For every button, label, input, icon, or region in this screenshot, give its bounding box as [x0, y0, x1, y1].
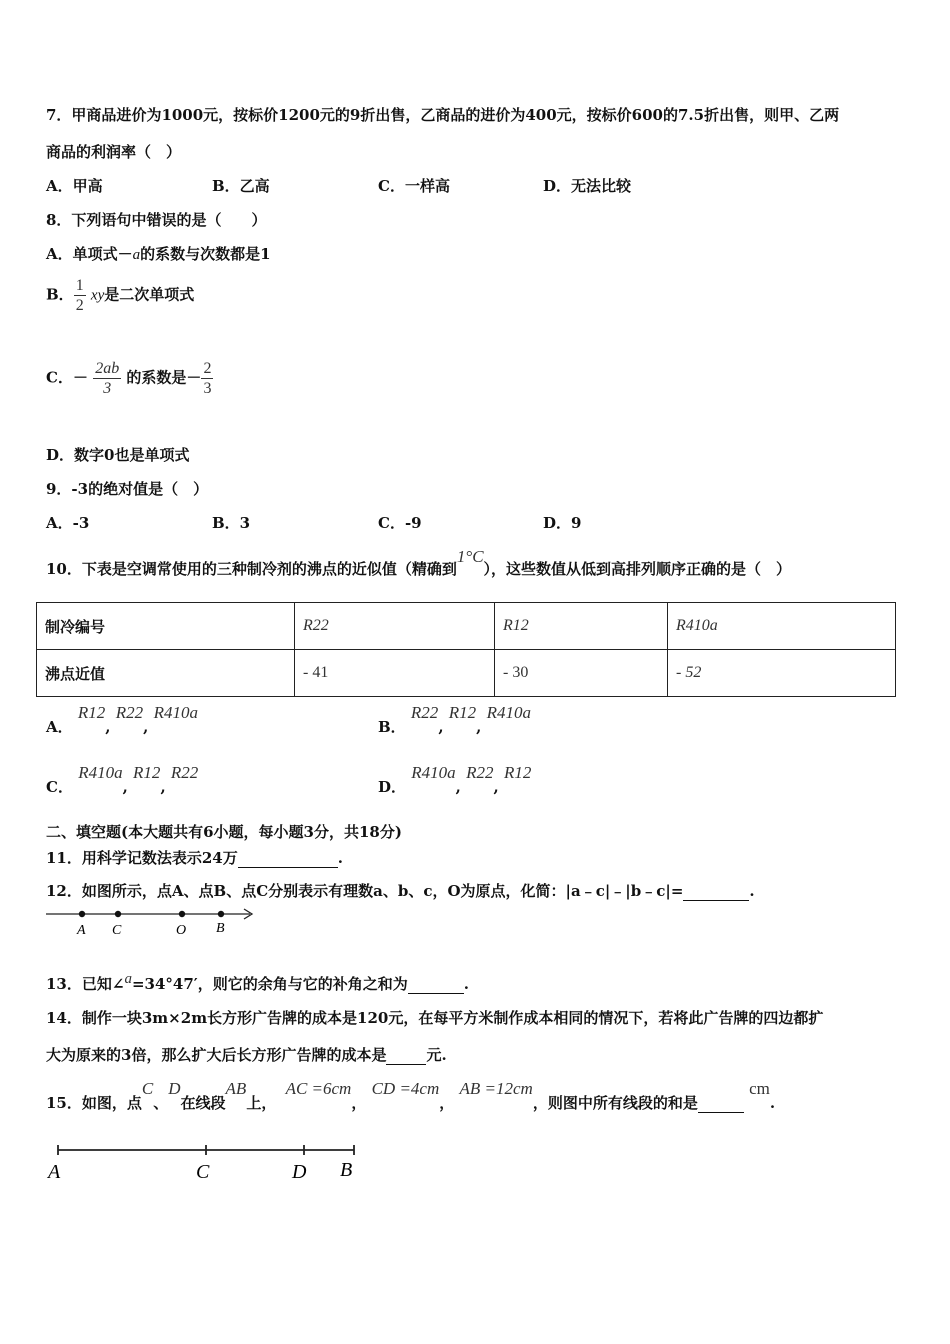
q8-c-den2: 3 [203, 380, 212, 398]
q10-d-item: R12 [503, 763, 532, 782]
q8-c-fraction [93, 359, 121, 398]
q13-answer-blank[interactable] [408, 993, 464, 994]
point-o-label: O [176, 923, 187, 938]
q8-b-prefix: B． [46, 285, 74, 304]
q14-line2a: 大为原来的3倍，那么扩大后长方形广告牌的成本是 [46, 1046, 387, 1064]
q13-var: a [124, 971, 132, 987]
q8-stem: 8．下列语句中错误的是（ ） [46, 211, 267, 229]
q8-a-suffix: 的系数与次数都是1 [140, 245, 271, 263]
q9-stem: 9．-3的绝对值是（ ） [46, 480, 209, 498]
q15-ac: AC =6cm [285, 1079, 352, 1098]
q15-comma: ， [439, 1094, 455, 1112]
table-row [37, 603, 896, 650]
q15-end: . [769, 1094, 776, 1112]
q7-line2: 商品的利润率（ ） [46, 143, 182, 161]
q11 [46, 847, 343, 868]
q15 [46, 1078, 776, 1112]
table-row [37, 650, 896, 697]
table-cell: - 52 [668, 650, 896, 697]
q10-option-c [46, 762, 199, 796]
q11-text: 11．用科学记数法表示24万 [46, 849, 238, 867]
q10-b-label: B． [378, 718, 406, 736]
q8-c-num: 2ab [93, 359, 121, 379]
q8-a-prefix: A．单项式－ [46, 245, 133, 263]
q8-b-suffix: 是二次单项式 [104, 285, 195, 304]
q15-cd: CD =4cm [371, 1079, 440, 1098]
point-b-dot [218, 911, 224, 917]
q14-line2 [46, 1044, 447, 1065]
q8-option-a [46, 243, 271, 264]
q10-b-item: R22 [410, 703, 439, 722]
q10-sep: , [455, 778, 461, 796]
q8-c-num2: 2 [201, 359, 213, 379]
point-a-dot [79, 911, 85, 917]
q10-a-item: R22 [115, 703, 144, 722]
q15-c: C [141, 1079, 154, 1098]
q10-c-item: R12 [133, 763, 161, 782]
q8-option-d: D．数字0也是单项式 [46, 446, 190, 464]
q9-option-a: A．-3 [46, 514, 90, 532]
section-2-heading: 二、填空题(本大题共有6小题，每小题3分，共18分) [46, 823, 402, 841]
q10-b-item: R410a [486, 703, 532, 722]
q10-c-item: R22 [170, 763, 199, 782]
q10-a-item: R410a [153, 703, 198, 722]
q10-c-label: C． [46, 778, 73, 796]
q14-line1: 14．制作一块3m×2m长方形广告牌的成本是120元，在每平方米制作成本相同的情况下，若将此广告牌的四边都扩 [46, 1009, 824, 1027]
q11-answer-blank[interactable] [238, 867, 338, 868]
q15-p5: ，则图中所有线段的和是 [532, 1094, 698, 1112]
q13 [46, 973, 469, 994]
q15-p3: 在线段 [180, 1094, 226, 1112]
refrigerant-table [36, 602, 896, 697]
q10-a-item: R12 [77, 703, 106, 722]
label-c: C [196, 1161, 210, 1183]
q8-b-den: 2 [75, 297, 84, 315]
q9-option-b: B．3 [212, 514, 251, 532]
q10-d-item: R22 [466, 763, 494, 782]
q10-sep: , [122, 778, 128, 796]
q15-segment-figure [44, 1140, 364, 1188]
q10-c-item: R410a [78, 763, 123, 782]
q10-a-label: A． [46, 718, 73, 736]
q10-d-label: D． [378, 778, 407, 796]
label-a: A [48, 1161, 61, 1183]
q8-b-fraction [74, 276, 86, 315]
q10-sep: , [493, 778, 499, 796]
q10-stem-b: ），这些数值从低到高排列顺序正确的是（ ） [483, 560, 792, 578]
q13-prefix: 13．已知∠ [46, 975, 125, 993]
q7-line1: 7．甲商品进价为1000元，按标价1200元的9折出售，乙商品的进价为400元，按标价600的7.5折出售，则甲、乙两 [46, 106, 840, 124]
point-o-dot [179, 911, 185, 917]
q10-sep: , [160, 778, 166, 796]
q15-p2: 、 [153, 1094, 169, 1112]
table-cell: R410a [668, 603, 896, 650]
q8-b-num: 1 [74, 276, 86, 296]
q8-b-var: xy [90, 287, 105, 304]
table-cell: R22 [295, 603, 495, 650]
q7-option-a: A．甲高 [46, 177, 103, 195]
q12 [46, 880, 755, 901]
q11-end: . [337, 849, 343, 867]
point-c-dot [115, 911, 121, 917]
q15-p1: 15．如图，点 [46, 1094, 142, 1112]
q7-option-c: C．一样高 [378, 177, 450, 195]
q8-c-mid: 的系数是－ [126, 368, 202, 387]
q15-comma: ， [351, 1094, 367, 1112]
point-b-label: B [216, 921, 225, 936]
q12-text: 12．如图所示，点A、点B、点C分别表示有理数a、b、c，O为原点，化简：|a﹣c|﹣|b﹣c|= [46, 882, 684, 900]
q7-option-d: D．无法比较 [543, 177, 632, 195]
q15-d: D [168, 1079, 181, 1098]
table-cell: 沸点近值 [37, 650, 295, 697]
q15-answer-blank[interactable] [698, 1112, 744, 1113]
table-cell: 制冷编号 [37, 603, 295, 650]
q9-option-d: D．9 [543, 514, 582, 532]
q15-abv: AB =12cm [459, 1079, 533, 1098]
q8-c-den: 3 [103, 380, 112, 398]
q13-suffix: =34°47′，则它的余角与它的补角之和为 [131, 975, 408, 993]
label-d: D [292, 1161, 307, 1183]
q15-p4: 上， [246, 1094, 277, 1112]
q10-d-item: R410a [411, 763, 456, 782]
point-c-label: C [112, 923, 122, 938]
q10-sep: , [105, 718, 111, 736]
q15-ab: AB [225, 1079, 247, 1098]
q10-stem [46, 547, 792, 579]
q12-number-line [44, 904, 258, 938]
q10-sep: , [143, 718, 149, 736]
q8-c-prefix: C．－ [46, 368, 88, 387]
point-a-label: A [77, 923, 86, 938]
q12-end: . [749, 882, 755, 900]
table-cell: R12 [495, 603, 668, 650]
table-cell: - 41 [295, 650, 495, 697]
q12-answer-blank[interactable] [683, 900, 749, 901]
q10-option-d [378, 762, 532, 796]
q8-c-fraction2 [201, 359, 213, 398]
table-cell: - 30 [495, 650, 668, 697]
q10-sep: , [476, 718, 482, 736]
q15-unit: cm [749, 1079, 770, 1098]
label-b: B [340, 1159, 353, 1181]
q14-line2b: 元. [426, 1046, 447, 1064]
q10-unit: 1°C [456, 547, 484, 566]
q8-a-var: a [132, 247, 141, 263]
q10-option-a [46, 702, 198, 736]
q10-option-b [378, 702, 532, 736]
q10-b-item: R12 [448, 703, 477, 722]
q14-answer-blank[interactable] [386, 1064, 426, 1065]
q7-option-b: B．乙高 [212, 177, 270, 195]
q8-option-c [46, 359, 213, 398]
q9-option-c: C．-9 [378, 514, 422, 532]
q10-stem-a: 10．下表是空调常使用的三种制冷剂的沸点的近似值（精确到 [46, 560, 457, 578]
q13-end: . [463, 975, 469, 993]
q10-sep: , [438, 718, 444, 736]
q8-option-b [46, 276, 194, 315]
